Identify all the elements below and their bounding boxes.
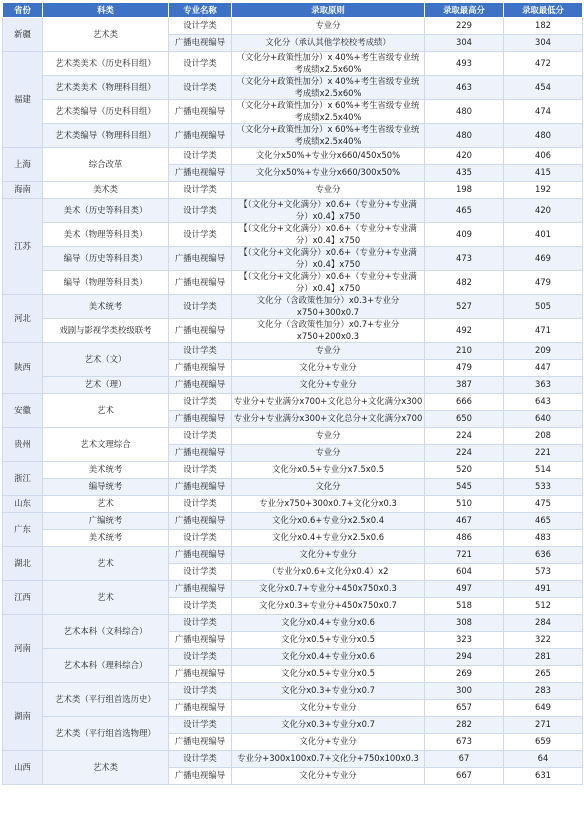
table-row [3, 394, 583, 411]
max-score-cell: 520 [425, 462, 504, 479]
province-cell: 上海 [3, 148, 43, 182]
rule-cell: 文化分x0.3+专业分x0.7 [232, 717, 425, 734]
rule-cell: 文化分x50%+专业分x660/300x50% [232, 165, 425, 182]
max-score-cell: 282 [425, 717, 504, 734]
min-score-cell: 649 [504, 700, 583, 717]
rule-cell: 【（文化分+文化满分）x0.6+（专业分+专业满分）x0.4】x750 [232, 247, 425, 271]
max-score-cell: 527 [425, 295, 504, 319]
min-score-cell: 420 [504, 199, 583, 223]
max-score-cell: 497 [425, 581, 504, 598]
table-row [3, 683, 583, 700]
min-score-cell: 533 [504, 479, 583, 496]
major-cell: 设计学类 [169, 649, 232, 666]
rule-cell: 【（文化分+文化满分）x0.6+（专业分+专业满分）x0.4】x750 [232, 223, 425, 247]
category-cell: 艺术本科（理科综合） [43, 649, 169, 683]
major-cell: 广播电视编导 [169, 632, 232, 649]
max-score-cell: 409 [425, 223, 504, 247]
max-score-cell: 229 [425, 18, 504, 35]
category-cell: 美术（物理等科目类） [43, 223, 169, 247]
min-score-cell: 505 [504, 295, 583, 319]
category-cell: 编导统考 [43, 479, 169, 496]
category-cell: 艺术本科（文科综合） [43, 615, 169, 649]
min-score-cell: 304 [504, 35, 583, 52]
table-row [3, 182, 583, 199]
table-row [3, 479, 583, 496]
province-cell: 海南 [3, 182, 43, 199]
category-cell: 广编统考 [43, 513, 169, 530]
province-cell: 新疆 [3, 18, 43, 52]
major-cell: 设计学类 [169, 530, 232, 547]
table-row [3, 295, 583, 319]
major-cell: 设计学类 [169, 148, 232, 165]
rule-cell: 文化分x0.3+专业分x0.7 [232, 683, 425, 700]
min-score-cell: 471 [504, 319, 583, 343]
category-cell: 艺术类（平行组首选历史） [43, 683, 169, 717]
category-cell: 编导（历史等科目类） [43, 247, 169, 271]
rule-cell: 文化分+专业分 [232, 700, 425, 717]
category-cell: 编导（物理等科目类） [43, 271, 169, 295]
min-score-cell: 480 [504, 124, 583, 148]
category-cell: 艺术 [43, 581, 169, 615]
max-score-cell: 435 [425, 165, 504, 182]
min-score-cell: 182 [504, 18, 583, 35]
min-score-cell: 643 [504, 394, 583, 411]
category-cell: 美术统考 [43, 462, 169, 479]
province-cell: 广东 [3, 513, 43, 547]
max-score-cell: 604 [425, 564, 504, 581]
rule-cell: （文化分+政策性加分）x 60%+考生省级专业统考成绩x2.5x40% [232, 124, 425, 148]
rule-cell: 文化分+专业分 [232, 768, 425, 785]
min-score-cell: 659 [504, 734, 583, 751]
major-cell: 设计学类 [169, 295, 232, 319]
rule-cell: 专业分 [232, 343, 425, 360]
min-score-cell: 281 [504, 649, 583, 666]
table-row [3, 52, 583, 76]
table-row [3, 271, 583, 295]
major-cell: 广播电视编导 [169, 768, 232, 785]
major-cell: 设计学类 [169, 751, 232, 768]
min-score-cell: 284 [504, 615, 583, 632]
major-cell: 广播电视编导 [169, 445, 232, 462]
min-score-cell: 271 [504, 717, 583, 734]
rule-cell: 文化分x0.7+专业分+450x750x0.3 [232, 581, 425, 598]
table-row [3, 649, 583, 666]
major-cell: 广播电视编导 [169, 124, 232, 148]
table-row [3, 615, 583, 632]
major-cell: 广播电视编导 [169, 581, 232, 598]
major-cell: 广播电视编导 [169, 479, 232, 496]
rule-cell: 文化分 [232, 479, 425, 496]
table-row [3, 319, 583, 343]
category-cell: 艺术 [43, 394, 169, 428]
major-cell: 设计学类 [169, 598, 232, 615]
max-score-cell: 480 [425, 100, 504, 124]
category-cell: 艺术类编导（物理科目组） [43, 124, 169, 148]
table-row [3, 428, 583, 445]
min-score-cell: 475 [504, 496, 583, 513]
max-score-cell: 492 [425, 319, 504, 343]
header-min-score: 录取最低分 [504, 3, 583, 18]
max-score-cell: 510 [425, 496, 504, 513]
header-row [3, 3, 583, 18]
major-cell: 广播电视编导 [169, 247, 232, 271]
max-score-cell: 473 [425, 247, 504, 271]
major-cell: 设计学类 [169, 428, 232, 445]
max-score-cell: 67 [425, 751, 504, 768]
rule-cell: 文化分x0.4+专业分x0.6 [232, 649, 425, 666]
min-score-cell: 415 [504, 165, 583, 182]
category-cell: 艺术 [43, 547, 169, 581]
admission-table [2, 2, 583, 785]
rule-cell: 文化分+专业分 [232, 377, 425, 394]
min-score-cell: 265 [504, 666, 583, 683]
rule-cell: 专业分+300x100x0.7+文化分+750x100x0.3 [232, 751, 425, 768]
min-score-cell: 469 [504, 247, 583, 271]
max-score-cell: 294 [425, 649, 504, 666]
rule-cell: （文化分+政策性加分）x 60%+考生省级专业统考成绩x2.5x40% [232, 100, 425, 124]
max-score-cell: 323 [425, 632, 504, 649]
category-cell: 艺术类编导（历史科目组） [43, 100, 169, 124]
table-row [3, 751, 583, 768]
rule-cell: 文化分（承认其他学校校考成绩） [232, 35, 425, 52]
rule-cell: 专业分 [232, 445, 425, 462]
category-cell: 美术类 [43, 182, 169, 199]
min-score-cell: 363 [504, 377, 583, 394]
max-score-cell: 666 [425, 394, 504, 411]
category-cell: 艺术类 [43, 18, 169, 52]
max-score-cell: 420 [425, 148, 504, 165]
min-score-cell: 474 [504, 100, 583, 124]
min-score-cell: 192 [504, 182, 583, 199]
category-cell: 综合改革 [43, 148, 169, 182]
header-major: 专业名称 [169, 3, 232, 18]
table-row [3, 581, 583, 598]
province-cell: 湖南 [3, 683, 43, 751]
rule-cell: （文化分+政策性加分）x 40%+考生省级专业统考成绩x2.5x60% [232, 76, 425, 100]
max-score-cell: 493 [425, 52, 504, 76]
rule-cell: 文化分x0.6+专业分x2.5x0.4 [232, 513, 425, 530]
header-max-score: 录取最高分 [425, 3, 504, 18]
max-score-cell: 667 [425, 768, 504, 785]
major-cell: 广播电视编导 [169, 165, 232, 182]
rule-cell: 【（文化分+文化满分）x0.6+（专业分+专业满分）x0.4】x750 [232, 271, 425, 295]
major-cell: 设计学类 [169, 683, 232, 700]
rule-cell: 文化分x0.4+专业分x0.6 [232, 615, 425, 632]
major-cell: 广播电视编导 [169, 734, 232, 751]
province-cell: 江苏 [3, 199, 43, 295]
min-score-cell: 401 [504, 223, 583, 247]
max-score-cell: 480 [425, 124, 504, 148]
rule-cell: 【（文化分+文化满分）x0.6+（专业分+专业满分）x0.4】x750 [232, 199, 425, 223]
min-score-cell: 514 [504, 462, 583, 479]
rule-cell: 文化分+专业分 [232, 734, 425, 751]
max-score-cell: 486 [425, 530, 504, 547]
min-score-cell: 491 [504, 581, 583, 598]
major-cell: 广播电视编导 [169, 319, 232, 343]
max-score-cell: 198 [425, 182, 504, 199]
min-score-cell: 209 [504, 343, 583, 360]
max-score-cell: 467 [425, 513, 504, 530]
min-score-cell: 472 [504, 52, 583, 76]
rule-cell: 专业分 [232, 182, 425, 199]
table-row [3, 18, 583, 35]
max-score-cell: 210 [425, 343, 504, 360]
major-cell: 广播电视编导 [169, 100, 232, 124]
rule-cell: 文化分x0.5+专业分x0.5 [232, 632, 425, 649]
major-cell: 广播电视编导 [169, 700, 232, 717]
rule-cell: 文化分（含政策性加分）x0.7+专业分x750+200x0.3 [232, 319, 425, 343]
province-cell: 浙江 [3, 462, 43, 496]
min-score-cell: 283 [504, 683, 583, 700]
category-cell: 美术统考 [43, 295, 169, 319]
min-score-cell: 640 [504, 411, 583, 428]
min-score-cell: 447 [504, 360, 583, 377]
min-score-cell: 221 [504, 445, 583, 462]
category-cell: 戏剧与影视学类校级联考 [43, 319, 169, 343]
max-score-cell: 650 [425, 411, 504, 428]
major-cell: 设计学类 [169, 564, 232, 581]
major-cell: 设计学类 [169, 76, 232, 100]
province-cell: 河北 [3, 295, 43, 343]
province-cell: 山东 [3, 496, 43, 513]
major-cell: 设计学类 [169, 223, 232, 247]
rule-cell: 专业分+专业满分x700+文化总分+文化满分x300 [232, 394, 425, 411]
table-row [3, 462, 583, 479]
major-cell: 广播电视编导 [169, 666, 232, 683]
province-cell: 湖北 [3, 547, 43, 581]
max-score-cell: 308 [425, 615, 504, 632]
major-cell: 设计学类 [169, 394, 232, 411]
province-cell: 河南 [3, 615, 43, 683]
table-row [3, 76, 583, 100]
rule-cell: 文化分x0.5+专业分x7.5x0.5 [232, 462, 425, 479]
province-cell: 江西 [3, 581, 43, 615]
rule-cell: （文化分+政策性加分）x 40%+考生省级专业统考成绩x2.5x60% [232, 52, 425, 76]
max-score-cell: 269 [425, 666, 504, 683]
min-score-cell: 406 [504, 148, 583, 165]
category-cell: 艺术类美术（历史科目组） [43, 52, 169, 76]
province-cell: 贵州 [3, 428, 43, 462]
rule-cell: 文化分x0.4+专业分x2.5x0.6 [232, 530, 425, 547]
min-score-cell: 465 [504, 513, 583, 530]
max-score-cell: 721 [425, 547, 504, 564]
major-cell: 设计学类 [169, 462, 232, 479]
table-row [3, 717, 583, 734]
province-cell: 安徽 [3, 394, 43, 428]
min-score-cell: 208 [504, 428, 583, 445]
table-row [3, 496, 583, 513]
major-cell: 广播电视编导 [169, 35, 232, 52]
province-cell: 福建 [3, 52, 43, 148]
major-cell: 设计学类 [169, 615, 232, 632]
max-score-cell: 224 [425, 428, 504, 445]
rule-cell: 文化分+专业分 [232, 360, 425, 377]
rule-cell: 文化分x0.5+专业分x0.5 [232, 666, 425, 683]
category-cell: 艺术类 [43, 751, 169, 785]
min-score-cell: 64 [504, 751, 583, 768]
category-cell: 美术统考 [43, 530, 169, 547]
max-score-cell: 300 [425, 683, 504, 700]
header-province: 省份 [3, 3, 43, 18]
min-score-cell: 454 [504, 76, 583, 100]
major-cell: 广播电视编导 [169, 513, 232, 530]
header-rule: 录取原则 [232, 3, 425, 18]
min-score-cell: 483 [504, 530, 583, 547]
min-score-cell: 573 [504, 564, 583, 581]
major-cell: 设计学类 [169, 199, 232, 223]
major-cell: 设计学类 [169, 496, 232, 513]
province-cell: 陕西 [3, 343, 43, 394]
min-score-cell: 512 [504, 598, 583, 615]
table-body [3, 18, 583, 785]
category-cell: 艺术文理综合 [43, 428, 169, 462]
category-cell: 艺术 [43, 496, 169, 513]
rule-cell: 文化分x0.3+专业分+450x750x0.7 [232, 598, 425, 615]
table-row [3, 247, 583, 271]
major-cell: 广播电视编导 [169, 271, 232, 295]
max-score-cell: 482 [425, 271, 504, 295]
category-cell: 艺术（文） [43, 343, 169, 377]
category-cell: 艺术（理） [43, 377, 169, 394]
table-row [3, 223, 583, 247]
min-score-cell: 479 [504, 271, 583, 295]
category-cell: 艺术类美术（物理科目组） [43, 76, 169, 100]
table-row [3, 343, 583, 360]
max-score-cell: 224 [425, 445, 504, 462]
rule-cell: 专业分 [232, 18, 425, 35]
major-cell: 广播电视编导 [169, 377, 232, 394]
min-score-cell: 322 [504, 632, 583, 649]
major-cell: 设计学类 [169, 52, 232, 76]
table-row [3, 547, 583, 564]
max-score-cell: 387 [425, 377, 504, 394]
min-score-cell: 636 [504, 547, 583, 564]
rule-cell: 文化分（含政策性加分）x0.3+专业分x750+300x0.7 [232, 295, 425, 319]
table-row [3, 100, 583, 124]
rule-cell: 文化分x50%+专业分x660/450x50% [232, 148, 425, 165]
table-row [3, 377, 583, 394]
max-score-cell: 304 [425, 35, 504, 52]
major-cell: 设计学类 [169, 18, 232, 35]
major-cell: 设计学类 [169, 343, 232, 360]
table-row [3, 199, 583, 223]
rule-cell: 专业分 [232, 428, 425, 445]
header-category: 科类 [43, 3, 169, 18]
province-cell: 山西 [3, 751, 43, 785]
table-row [3, 148, 583, 165]
max-score-cell: 545 [425, 479, 504, 496]
max-score-cell: 463 [425, 76, 504, 100]
max-score-cell: 673 [425, 734, 504, 751]
table-row [3, 513, 583, 530]
rule-cell: 专业分x750+300x0.7+文化分x0.3 [232, 496, 425, 513]
max-score-cell: 518 [425, 598, 504, 615]
max-score-cell: 479 [425, 360, 504, 377]
category-cell: 美术（历史等科目类） [43, 199, 169, 223]
table-row [3, 530, 583, 547]
major-cell: 广播电视编导 [169, 547, 232, 564]
rule-cell: 专业分+专业满分x300+文化总分+文化满分x700 [232, 411, 425, 428]
min-score-cell: 631 [504, 768, 583, 785]
rule-cell: 文化分+专业分 [232, 547, 425, 564]
table-row [3, 124, 583, 148]
major-cell: 广播电视编导 [169, 411, 232, 428]
max-score-cell: 657 [425, 700, 504, 717]
major-cell: 广播电视编导 [169, 360, 232, 377]
major-cell: 设计学类 [169, 182, 232, 199]
major-cell: 设计学类 [169, 717, 232, 734]
max-score-cell: 465 [425, 199, 504, 223]
category-cell: 艺术类（平行组首选物理） [43, 717, 169, 751]
rule-cell: （专业分x0.6+文化分x0.4）x2 [232, 564, 425, 581]
